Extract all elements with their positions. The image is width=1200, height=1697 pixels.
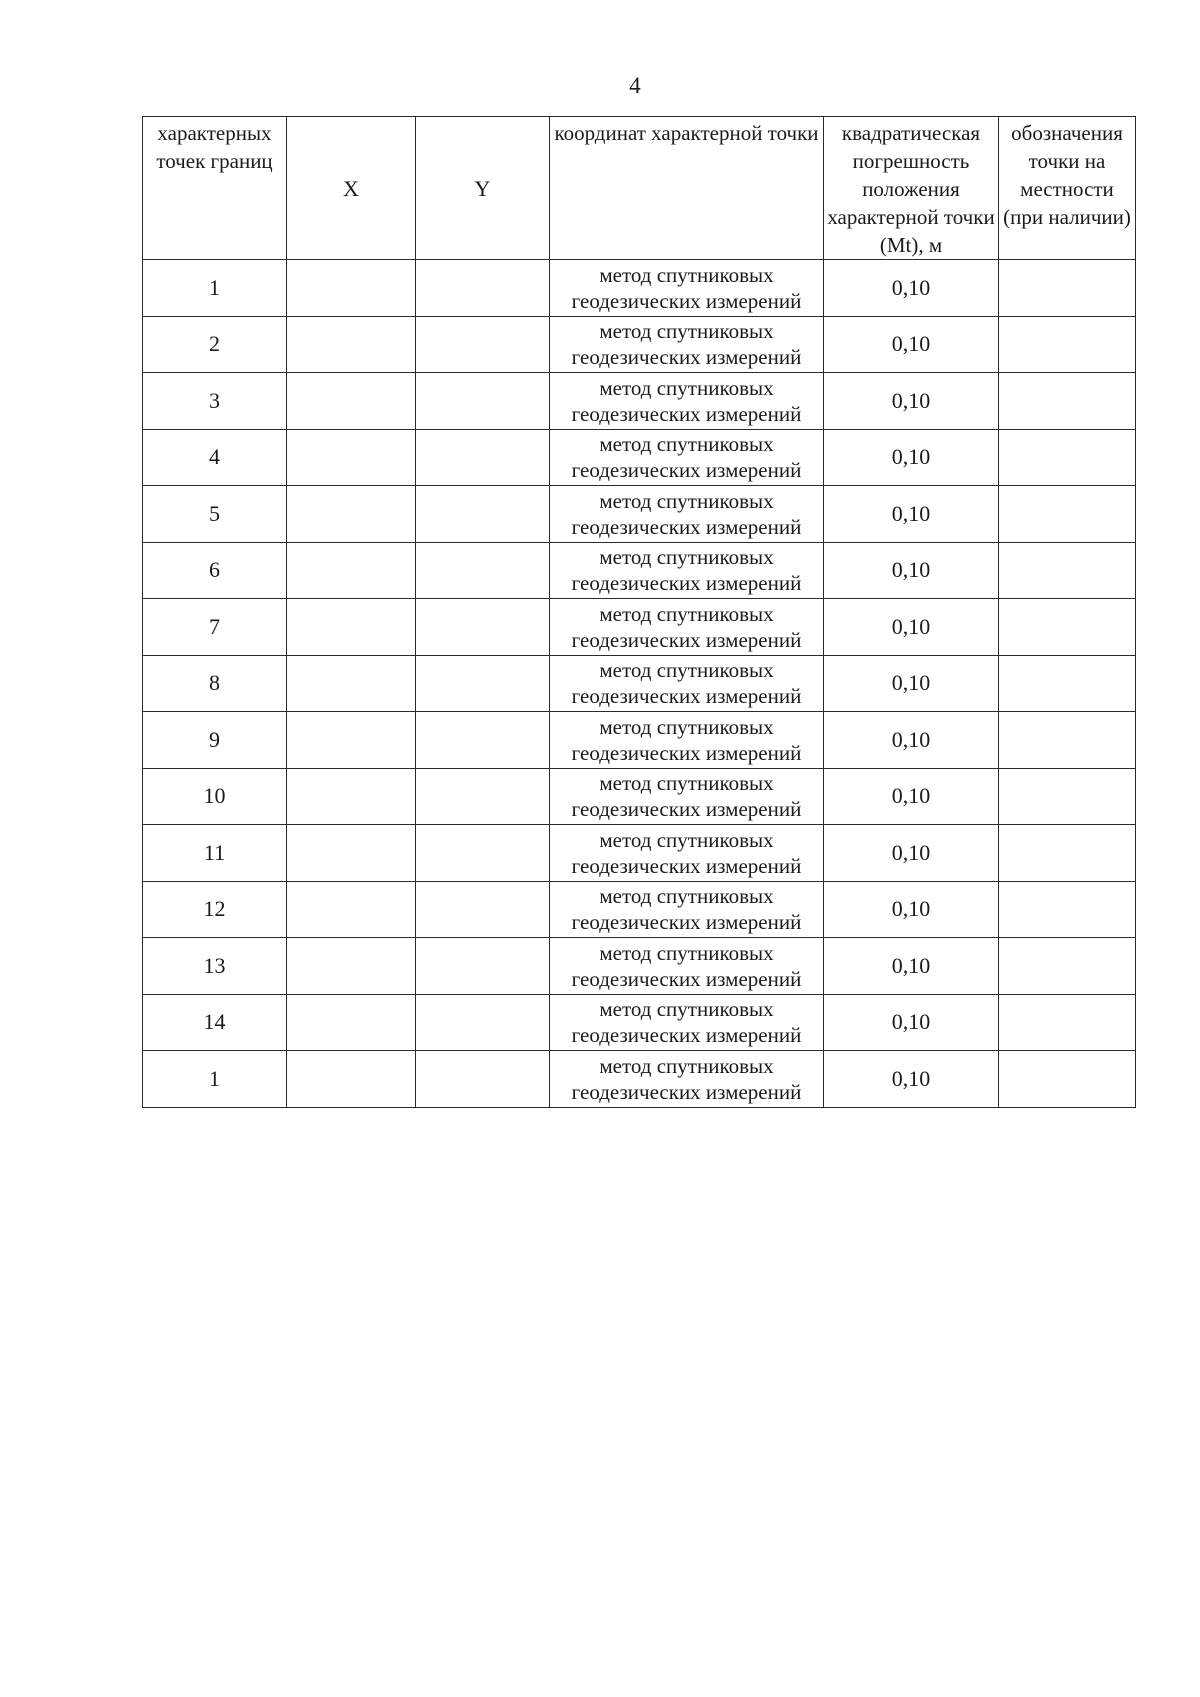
header-point-number: характерных точек границ	[143, 117, 287, 260]
x-coordinate-cell	[287, 486, 416, 543]
point-number-cell: 8	[143, 655, 287, 712]
table-row	[143, 429, 1136, 486]
method-line-2: геодезических измерений	[571, 910, 802, 935]
designation-cell	[999, 994, 1136, 1051]
y-coordinate-cell	[416, 429, 550, 486]
x-coordinate-cell	[287, 825, 416, 882]
y-coordinate-cell	[416, 825, 550, 882]
table-row	[143, 1051, 1136, 1108]
method-line-2: геодезических измерений	[571, 401, 802, 426]
x-coordinate-cell	[287, 938, 416, 995]
method-line-2: геодезических измерений	[571, 514, 802, 539]
method-line-2: геодезических измерений	[571, 1079, 802, 1104]
y-coordinate-cell	[416, 712, 550, 769]
point-number-cell: 10	[143, 768, 287, 825]
method-cell	[550, 881, 824, 938]
table-row	[143, 994, 1136, 1051]
method-cell	[550, 542, 824, 599]
method-line-1: метод спутниковых	[599, 714, 774, 739]
page-number: 4	[629, 73, 641, 98]
method-cell	[550, 1051, 824, 1108]
y-coordinate-cell	[416, 373, 550, 430]
table-row	[143, 486, 1136, 543]
method-line-1: метод спутниковых	[599, 884, 774, 909]
table-row	[143, 655, 1136, 712]
x-coordinate-cell	[287, 599, 416, 656]
table-row	[143, 712, 1136, 769]
error-cell: 0,10	[824, 712, 999, 769]
method-cell	[550, 994, 824, 1051]
y-coordinate-cell	[416, 881, 550, 938]
header-error: квадратическая погрешность положения характерной точки (Mt), м	[824, 117, 999, 260]
x-coordinate-cell	[287, 373, 416, 430]
method-line-2: геодезических измерений	[571, 345, 802, 370]
x-coordinate-cell	[287, 429, 416, 486]
table-row	[143, 316, 1136, 373]
table-row	[143, 768, 1136, 825]
point-number-cell: 14	[143, 994, 287, 1051]
method-cell	[550, 373, 824, 430]
error-cell: 0,10	[824, 825, 999, 882]
designation-cell	[999, 825, 1136, 882]
designation-cell	[999, 655, 1136, 712]
method-line-1: метод спутниковых	[599, 262, 774, 287]
table-body	[143, 260, 1136, 1108]
method-line-2: геодезических измерений	[571, 1023, 802, 1048]
designation-cell	[999, 599, 1136, 656]
y-coordinate-cell	[416, 260, 550, 317]
method-line-1: метод спутниковых	[599, 771, 774, 796]
method-line-2: геодезических измерений	[571, 740, 802, 765]
method-cell	[550, 599, 824, 656]
header-x: X	[287, 117, 416, 260]
table-row	[143, 542, 1136, 599]
method-cell	[550, 260, 824, 317]
y-coordinate-cell	[416, 1051, 550, 1108]
method-line-1: метод спутниковых	[599, 940, 774, 965]
table-row	[143, 599, 1136, 656]
method-line-1: метод спутниковых	[599, 545, 774, 570]
y-coordinate-cell	[416, 768, 550, 825]
method-line-2: геодезических измерений	[571, 684, 802, 709]
table-row	[143, 938, 1136, 995]
designation-cell	[999, 768, 1136, 825]
method-line-2: геодезических измерений	[571, 571, 802, 596]
table-row	[143, 825, 1136, 882]
method-line-1: метод спутниковых	[599, 432, 774, 457]
method-line-1: метод спутниковых	[599, 997, 774, 1022]
error-cell: 0,10	[824, 373, 999, 430]
designation-cell	[999, 938, 1136, 995]
error-cell: 0,10	[824, 316, 999, 373]
y-coordinate-cell	[416, 316, 550, 373]
point-number-cell: 13	[143, 938, 287, 995]
method-cell	[550, 938, 824, 995]
error-cell: 0,10	[824, 994, 999, 1051]
method-line-2: геодезических измерений	[571, 458, 802, 483]
point-number-cell: 2	[143, 316, 287, 373]
method-cell	[550, 712, 824, 769]
method-line-1: метод спутниковых	[599, 827, 774, 852]
point-number-cell: 9	[143, 712, 287, 769]
error-cell: 0,10	[824, 938, 999, 995]
point-number-cell: 1	[143, 1051, 287, 1108]
method-line-1: метод спутниковых	[599, 658, 774, 683]
y-coordinate-cell	[416, 655, 550, 712]
designation-cell	[999, 542, 1136, 599]
designation-cell	[999, 260, 1136, 317]
error-cell: 0,10	[824, 260, 999, 317]
designation-cell	[999, 486, 1136, 543]
method-line-1: метод спутниковых	[599, 375, 774, 400]
header-y: Y	[416, 117, 550, 260]
point-number-cell: 3	[143, 373, 287, 430]
y-coordinate-cell	[416, 994, 550, 1051]
x-coordinate-cell	[287, 655, 416, 712]
designation-cell	[999, 316, 1136, 373]
table-row	[143, 373, 1136, 430]
point-number-cell: 7	[143, 599, 287, 656]
method-line-2: геодезических измерений	[571, 853, 802, 878]
x-coordinate-cell	[287, 542, 416, 599]
error-cell: 0,10	[824, 881, 999, 938]
method-line-1: метод спутниковых	[599, 601, 774, 626]
designation-cell	[999, 373, 1136, 430]
x-coordinate-cell	[287, 316, 416, 373]
table-row	[143, 260, 1136, 317]
x-coordinate-cell	[287, 1051, 416, 1108]
method-line-2: геодезических измерений	[571, 797, 802, 822]
table-row	[143, 881, 1136, 938]
y-coordinate-cell	[416, 542, 550, 599]
designation-cell	[999, 1051, 1136, 1108]
point-number-cell: 11	[143, 825, 287, 882]
header-designation: обозначения точки на местности (при наличии)	[999, 117, 1136, 260]
x-coordinate-cell	[287, 768, 416, 825]
method-cell	[550, 768, 824, 825]
designation-cell	[999, 881, 1136, 938]
error-cell: 0,10	[824, 542, 999, 599]
method-cell	[550, 429, 824, 486]
method-cell	[550, 825, 824, 882]
x-coordinate-cell	[287, 994, 416, 1051]
method-cell	[550, 486, 824, 543]
x-coordinate-cell	[287, 260, 416, 317]
method-line-1: метод спутниковых	[599, 1053, 774, 1078]
y-coordinate-cell	[416, 599, 550, 656]
y-coordinate-cell	[416, 486, 550, 543]
error-cell: 0,10	[824, 429, 999, 486]
x-coordinate-cell	[287, 712, 416, 769]
method-cell	[550, 316, 824, 373]
error-cell: 0,10	[824, 486, 999, 543]
method-line-2: геодезических измерений	[571, 288, 802, 313]
point-number-cell: 5	[143, 486, 287, 543]
method-line-2: геодезических измерений	[571, 966, 802, 991]
error-cell: 0,10	[824, 1051, 999, 1108]
error-cell: 0,10	[824, 768, 999, 825]
table-header	[143, 117, 1136, 260]
error-cell: 0,10	[824, 655, 999, 712]
point-number-cell: 6	[143, 542, 287, 599]
method-cell	[550, 655, 824, 712]
point-number-cell: 4	[143, 429, 287, 486]
x-coordinate-cell	[287, 881, 416, 938]
header-method: координат характерной точки	[550, 117, 824, 260]
method-line-1: метод спутниковых	[599, 319, 774, 344]
designation-cell	[999, 712, 1136, 769]
y-coordinate-cell	[416, 938, 550, 995]
point-number-cell: 12	[143, 881, 287, 938]
method-line-1: метод спутниковых	[599, 488, 774, 513]
designation-cell	[999, 429, 1136, 486]
boundary-points-table	[142, 116, 1136, 1108]
point-number-cell: 1	[143, 260, 287, 317]
error-cell: 0,10	[824, 599, 999, 656]
method-line-2: геодезических измерений	[571, 627, 802, 652]
